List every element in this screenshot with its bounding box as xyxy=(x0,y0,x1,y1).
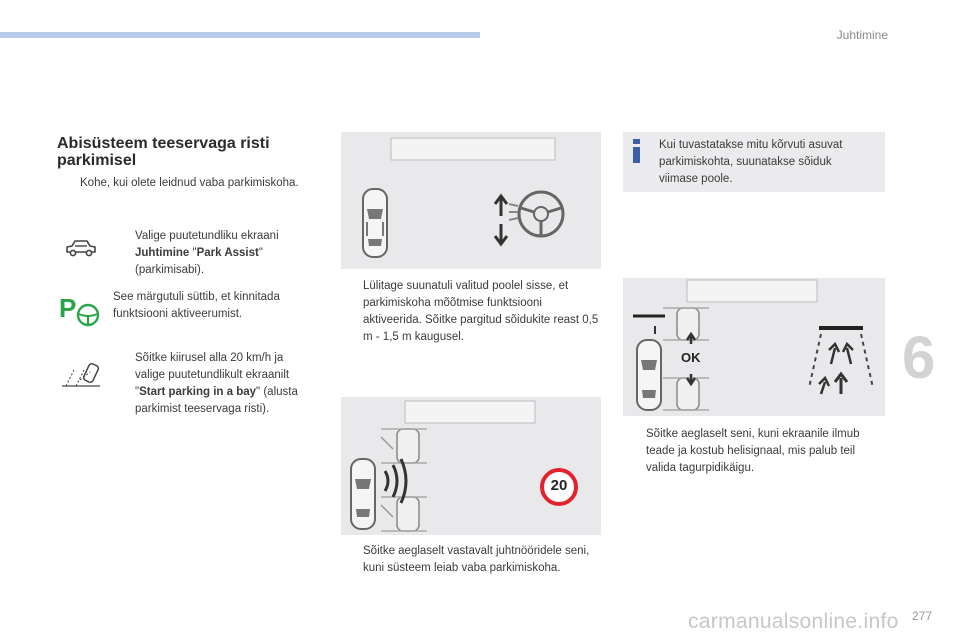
quote: " xyxy=(256,386,261,398)
info-box xyxy=(623,132,885,192)
watermark: carmanualsonline.info xyxy=(688,610,899,633)
figure-space-drawing xyxy=(623,278,885,416)
figure-indicator-on xyxy=(341,132,601,269)
step-2-post: (parkimisabi). xyxy=(135,264,205,276)
car-icon xyxy=(64,238,98,260)
menu-juhtimine: Juhtimine xyxy=(135,247,190,259)
step-4-text: Lülitage suunatuli valitud poolel sisse, et parkimiskoha mõõtmise funktsiooni aktiveerida. Sõitke pargitud sõidukite reast 0,5 m - 1,5 m kaugusel. xyxy=(363,280,599,343)
chapter-title: Juhtimine xyxy=(836,28,888,42)
step-5-text: Sõitke aeglaselt vastavalt juhtnööridele seni, kuni süsteem leiab vaba parkimiskoha. xyxy=(363,545,590,574)
steering-wheel-icon xyxy=(76,303,100,327)
steering-wheel-icon xyxy=(509,192,563,236)
indicator-note: See märgutuli süttib, et kinnitada funktsiooni aktiveerumist. xyxy=(113,291,280,320)
step-3-pre: Sõitke kiirusel alla 20 km/h ja valige puutetundlikult ekraanilt xyxy=(135,352,290,381)
speed-limit-value: 20 xyxy=(550,477,568,494)
quote: " xyxy=(135,386,140,398)
park-assist-indicator-icon xyxy=(58,295,104,327)
car-icon xyxy=(637,340,661,410)
figure-indicator-drawing xyxy=(341,132,601,269)
step-6-text: Sõitke aeglaselt seni, kuni ekraanile ilmub teade ja kostub helisignaal, mis palub teil valida tagurpidikäigu. xyxy=(646,428,860,474)
quote: " xyxy=(258,247,263,259)
header-bar xyxy=(0,32,480,38)
menu-park-assist: Park Assist xyxy=(196,247,259,259)
park-letter: P xyxy=(59,293,77,323)
step-3-post: (alusta parkimist teeservaga risti). xyxy=(135,386,298,415)
page-number: 277 xyxy=(912,609,933,623)
ok-label: OK xyxy=(681,350,701,365)
quote: " xyxy=(192,247,197,259)
info-text: Kui tuvastatakse mitu kõrvuti asuvat parkimiskohta, suunatakse sõiduk viimase poole. xyxy=(659,139,843,185)
step-1-text: Kohe, kui olete leidnud vaba parkimiskoha. xyxy=(80,177,299,189)
turn-signal-arrows-icon xyxy=(495,196,507,244)
perpendicular-parking-icon xyxy=(60,362,102,388)
figure-speed-drawing xyxy=(341,397,601,535)
step-2-text xyxy=(135,228,310,279)
reverse-guide-icon xyxy=(809,328,873,394)
figure-space-found xyxy=(623,278,885,416)
menu-start-parking: Start parking in a bay xyxy=(139,386,257,398)
car-icon xyxy=(363,189,387,257)
step-3-text xyxy=(135,350,315,418)
info-icon xyxy=(631,139,643,163)
figure-speed-limit xyxy=(341,397,601,535)
chapter-number: 6 xyxy=(902,324,936,391)
section-heading: Abisüsteem teeservaga risti parkimisel xyxy=(57,135,270,169)
car-icon xyxy=(351,459,375,529)
step-2-pre: Valige puutetundliku ekraani xyxy=(135,230,279,242)
